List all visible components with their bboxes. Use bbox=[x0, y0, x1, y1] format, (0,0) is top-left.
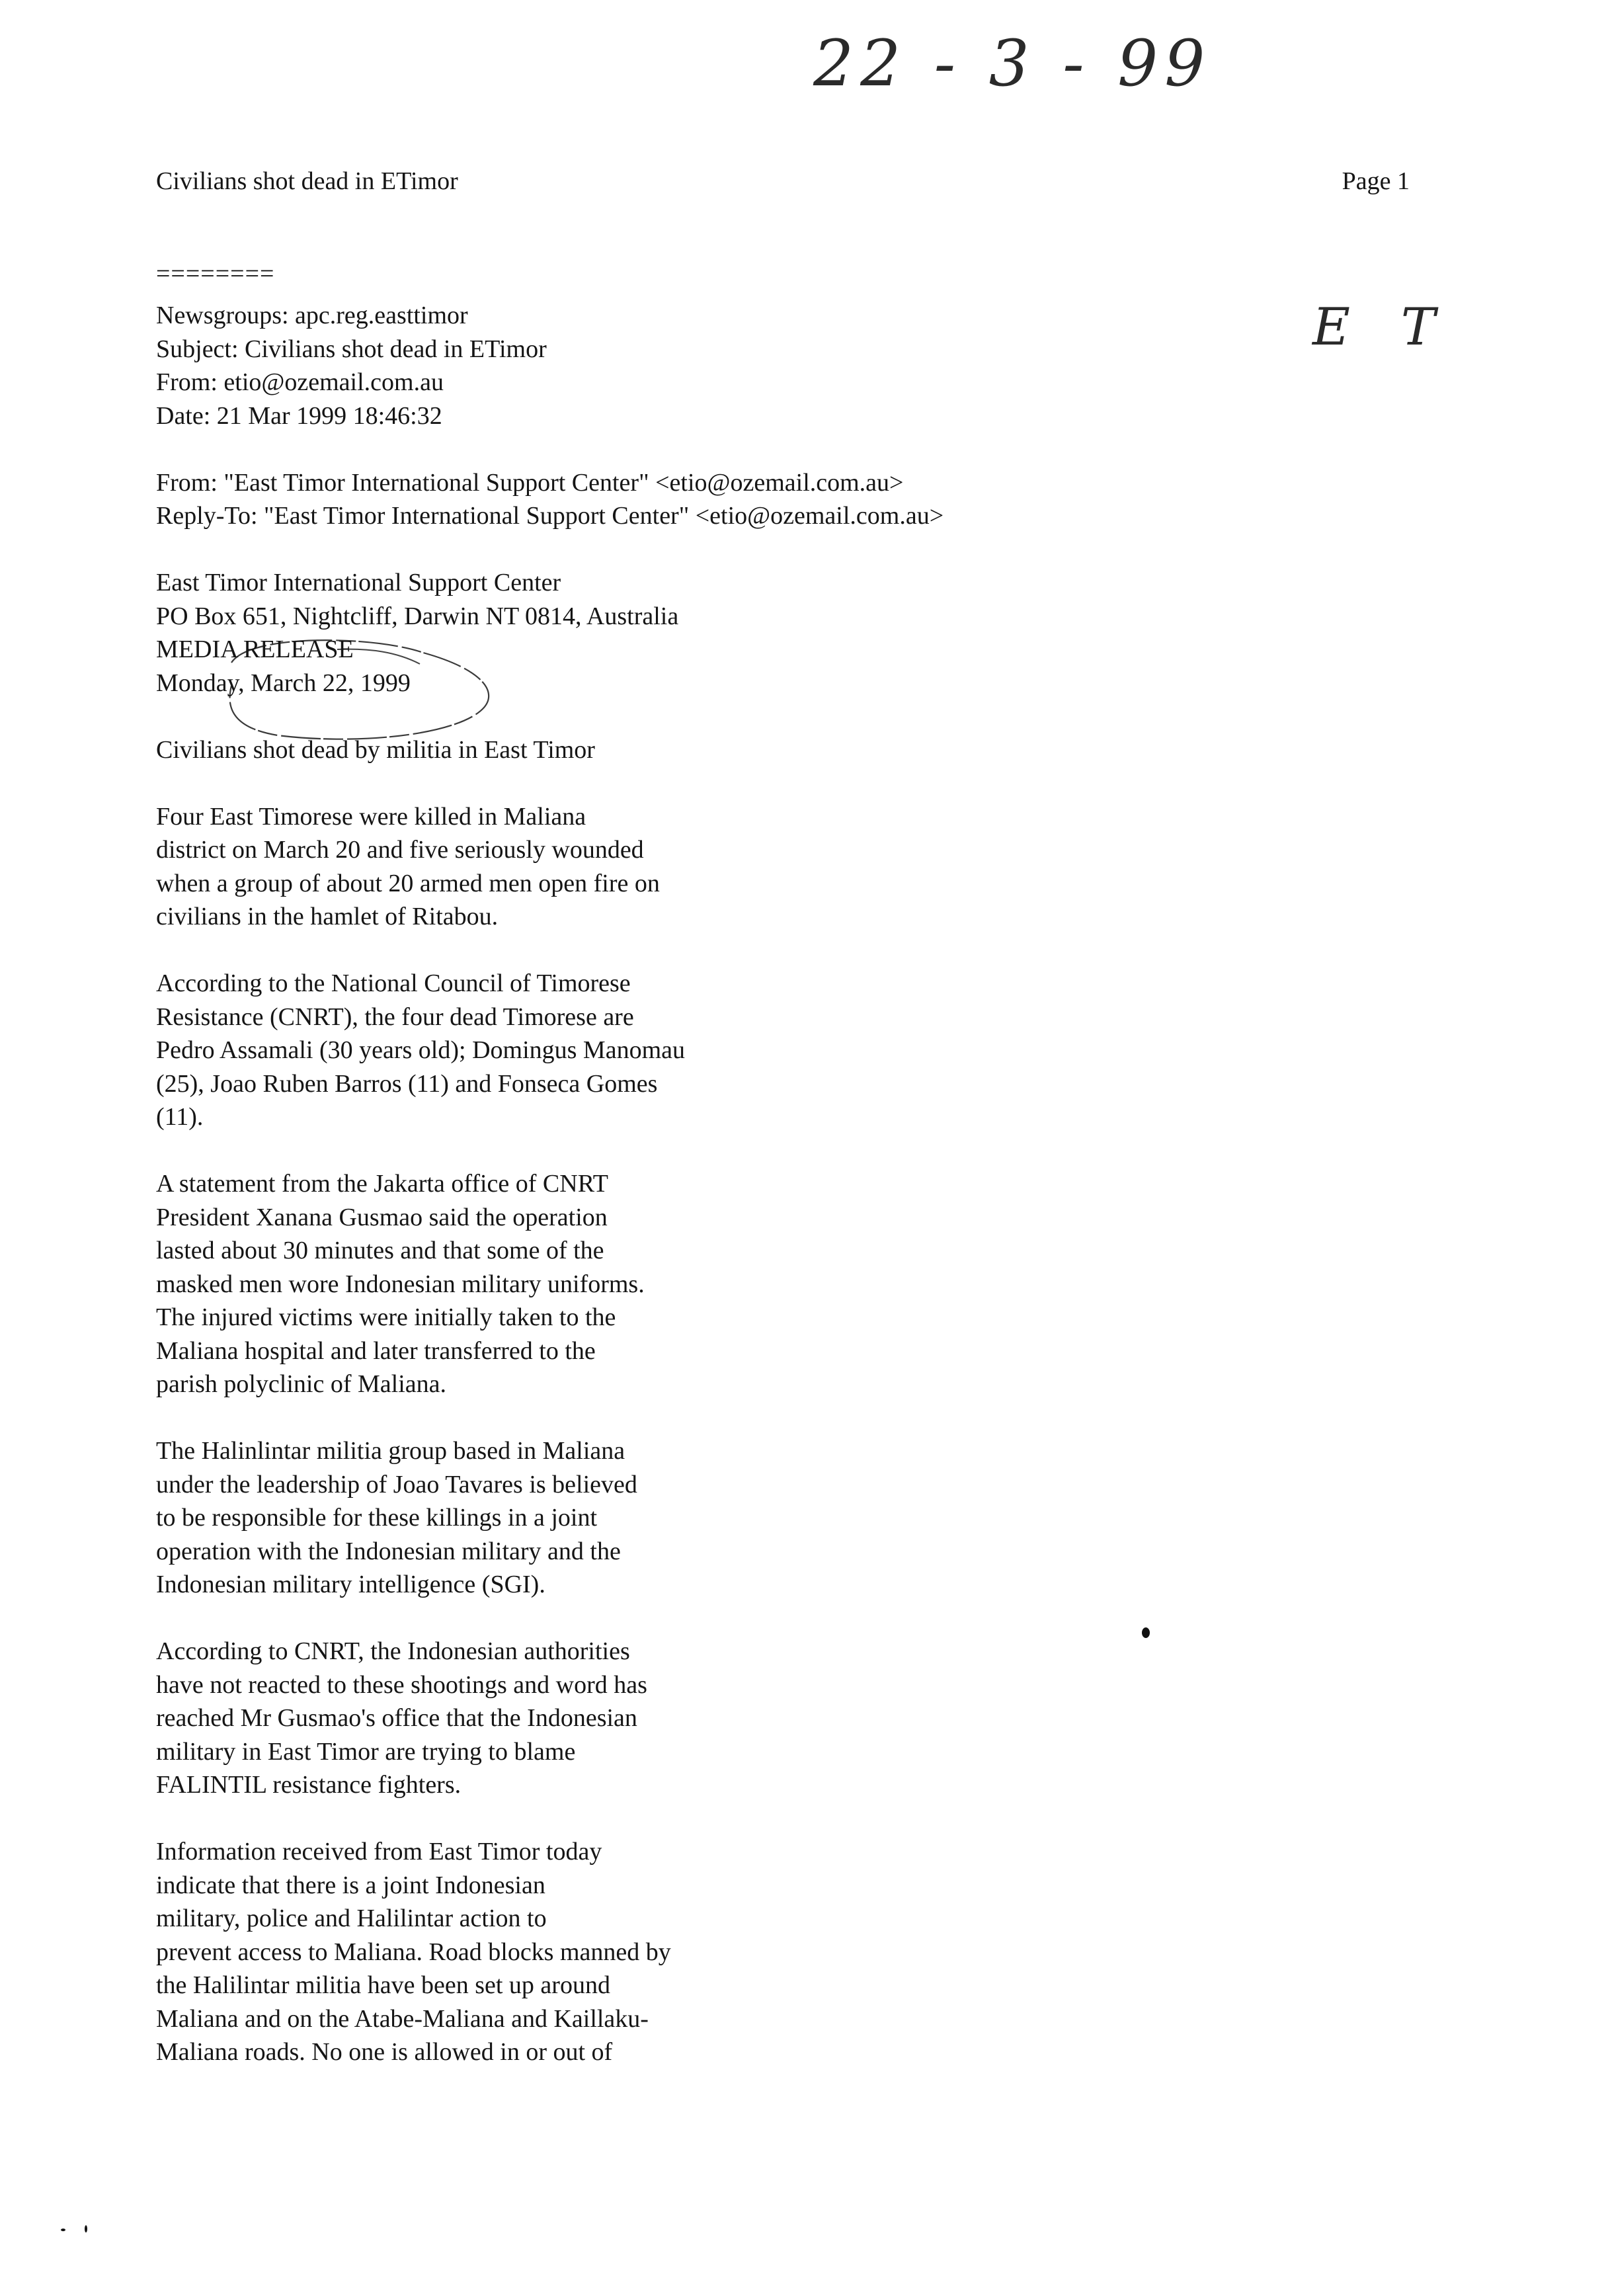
sender-from-line: From: "East Timor International Support Center" <etio@ozemail.com.au> bbox=[156, 468, 904, 497]
paragraph-line: FALINTIL resistance fighters. bbox=[156, 1771, 462, 1799]
article-paragraph bbox=[156, 967, 1082, 1134]
release-type: MEDIA RELEASE bbox=[156, 636, 354, 663]
paragraph-line: civilians in the hamlet of Ritabou. bbox=[156, 903, 499, 930]
page-number: Page 1 bbox=[1342, 167, 1410, 195]
date-line: Date: 21 Mar 1999 18:46:32 bbox=[156, 401, 442, 430]
newsgroups-line: Newsgroups: apc.reg.easttimor bbox=[156, 302, 468, 329]
paragraph-line: to be responsible for these killings in a joint bbox=[156, 1504, 598, 1532]
message-header-block bbox=[156, 299, 1082, 432]
page-header-title: Civilians shot dead in ETimor bbox=[156, 167, 458, 195]
paragraph-line: military in East Timor are trying to blame bbox=[156, 1737, 576, 1766]
paragraph-line: Pedro Assamali (30 years old); Domingus Manomau bbox=[156, 1036, 686, 1064]
paragraph-line: operation with the Indonesian military and the bbox=[156, 1537, 621, 1565]
paragraph-line: prevent access to Maliana. Road blocks manned by bbox=[156, 1938, 671, 1966]
paragraph-line: (11). bbox=[156, 1103, 204, 1131]
paragraph-line: parish polyclinic of Maliana. bbox=[156, 1370, 446, 1398]
paragraph-line: Indonesian military intelligence (SGI). bbox=[156, 1571, 545, 1598]
paragraph-line: when a group of about 20 armed men open fire on bbox=[156, 869, 660, 897]
paragraph-line: military, police and Halilintar action to bbox=[156, 1905, 547, 1932]
paragraph-line: The injured victims were initially taken to the bbox=[156, 1303, 616, 1331]
release-date: Monday, March 22, 1999 bbox=[156, 669, 411, 697]
paragraph-line: district on March 20 and five seriously wounded bbox=[156, 836, 644, 864]
from-line: From: etio@ozemail.com.au bbox=[156, 368, 444, 396]
paragraph-line: under the leadership of Joao Tavares is believed bbox=[156, 1470, 637, 1498]
paragraph-line: the Halilintar militia have been set up around bbox=[156, 1971, 610, 1999]
article-paragraph bbox=[156, 1835, 1082, 2069]
paragraph-line: Maliana hospital and later transferred to the bbox=[156, 1336, 596, 1365]
sender-block bbox=[156, 466, 1082, 533]
document-body bbox=[156, 299, 1082, 2102]
article-headline-block bbox=[156, 733, 1082, 767]
article-paragraph bbox=[156, 1434, 1082, 1602]
handwritten-initials-annotation: E T bbox=[1312, 298, 1453, 357]
organization-block bbox=[156, 566, 1082, 700]
article-paragraph bbox=[156, 1635, 1082, 1802]
scan-speck bbox=[1142, 1627, 1150, 1638]
paragraph-line: Four East Timorese were killed in Maliana bbox=[156, 802, 586, 831]
paragraph-line: reached Mr Gusmao's office that the Indonesian bbox=[156, 1704, 637, 1732]
scan-speck bbox=[61, 2229, 65, 2231]
article-paragraph bbox=[156, 800, 1082, 934]
paragraph-line: indicate that there is a joint Indonesian bbox=[156, 1871, 545, 1899]
separator-line: ======== bbox=[156, 260, 275, 288]
paragraph-line: Maliana roads. No one is allowed in or out of bbox=[156, 2038, 613, 2066]
reply-to-line: Reply-To: "East Timor International Support Center" <etio@ozemail.com.au> bbox=[156, 502, 944, 530]
organization-name: East Timor International Support Center bbox=[156, 569, 561, 596]
handwritten-date-annotation: 22 - 3 - 99 bbox=[813, 26, 1212, 101]
paragraph-line: President Xanana Gusmao said the operation bbox=[156, 1203, 608, 1231]
paragraph-line: According to the National Council of Timorese bbox=[156, 969, 631, 997]
paragraph-line: have not reacted to these shootings and word has bbox=[156, 1670, 647, 1699]
paragraph-line: Maliana and on the Atabe-Maliana and Kaillaku- bbox=[156, 2004, 649, 2033]
paragraph-line: Resistance (CNRT), the four dead Timorese are bbox=[156, 1003, 634, 1031]
paragraph-line: lasted about 30 minutes and that some of the bbox=[156, 1237, 604, 1264]
article-headline: Civilians shot dead by militia in East Timor bbox=[156, 735, 595, 764]
paragraph-line: Information received from East Timor today bbox=[156, 1838, 602, 1866]
subject-line: Subject: Civilians shot dead in ETimor bbox=[156, 335, 547, 363]
organization-address: PO Box 651, Nightcliff, Darwin NT 0814, Australia bbox=[156, 602, 679, 630]
paragraph-line: (25), Joao Ruben Barros (11) and Fonseca Gomes bbox=[156, 1069, 658, 1098]
paragraph-line: The Halinlintar militia group based in Maliana bbox=[156, 1437, 625, 1465]
article-paragraph bbox=[156, 1167, 1082, 1401]
paragraph-line: According to CNRT, the Indonesian authorities bbox=[156, 1637, 630, 1665]
paragraph-line: A statement from the Jakarta office of CNRT bbox=[156, 1170, 608, 1198]
paragraph-line: masked men wore Indonesian military uniforms. bbox=[156, 1270, 645, 1298]
scan-speck bbox=[85, 2225, 87, 2233]
